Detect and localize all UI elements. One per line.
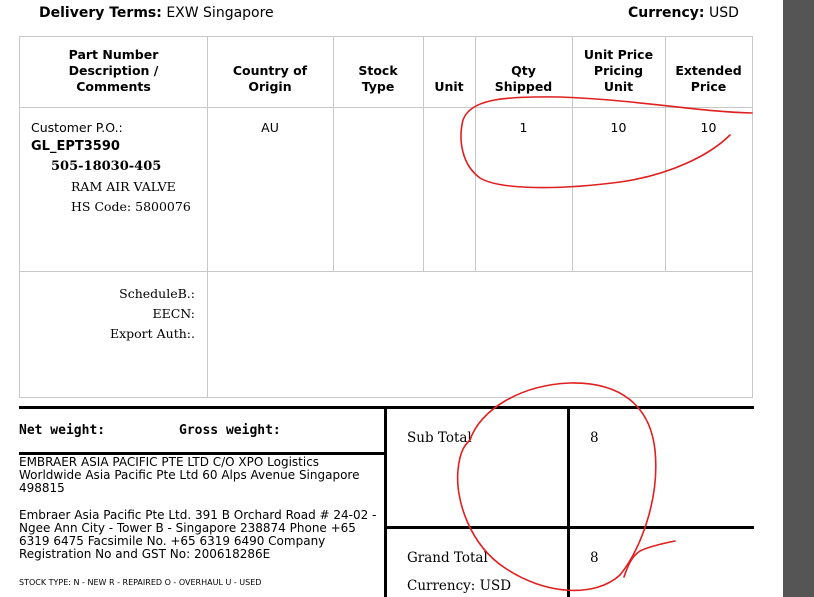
extended-price-value: 10 bbox=[700, 120, 717, 135]
company-address: Embraer Asia Pacific Pte Ltd. 391 B Orchard Road # 24-02 - Ngee Ann City - Tower B - Singapore 238874 Phone +65 6319 6475 Facsimile No. +65 6319 6490 Company Registration No and GST No: 200618286E bbox=[19, 508, 377, 561]
delivery-terms bbox=[39, 5, 274, 21]
export-auth-label: Export Auth:. bbox=[109, 326, 195, 341]
part-number: 505-18030-405 bbox=[51, 159, 162, 174]
grand-total-value: 8 bbox=[590, 550, 599, 566]
col-header-unit: Unit bbox=[434, 79, 464, 94]
hs-code: HS Code: 5800076 bbox=[71, 199, 191, 214]
subtotal-label: Sub Total bbox=[407, 430, 472, 446]
col-header-unit-price: Unit Price Pricing Unit bbox=[583, 47, 654, 94]
totals-currency: Currency: USD bbox=[407, 578, 512, 594]
consignee-address: EMBRAER ASIA PACIFIC PTE LTD C/O XPO Logistics Worldwide Asia Pacific Pte Ltd 60 Alps Avenue Singapore 498815 bbox=[19, 455, 360, 495]
col-header-stock-type: Stock Type bbox=[358, 63, 398, 94]
po-number: GL_EPT3590 bbox=[31, 139, 120, 154]
currency-label: Currency: bbox=[628, 5, 705, 21]
subtotal-value: 8 bbox=[590, 430, 599, 446]
qty-shipped-value: 1 bbox=[519, 120, 528, 135]
part-description: RAM AIR VALVE bbox=[71, 179, 176, 194]
viewer-scroll-gutter[interactable] bbox=[783, 0, 814, 597]
customer-po-label: Customer P.O.: bbox=[31, 120, 123, 135]
col-header-origin: Country of Origin bbox=[232, 63, 308, 94]
eecn-label: EECN: bbox=[152, 306, 195, 321]
col-header-extended-price: Extended Price bbox=[675, 63, 742, 94]
col-header-part: Part Number Description / Comments bbox=[68, 47, 159, 94]
grand-total-label: Grand Total bbox=[407, 550, 488, 566]
line-items-table bbox=[19, 36, 753, 398]
currency-value: USD bbox=[709, 5, 739, 21]
col-header-qty-shipped: Qty Shipped bbox=[494, 63, 553, 94]
country-of-origin-value: AU bbox=[261, 120, 279, 135]
gross-weight-label: Gross weight: bbox=[179, 423, 281, 438]
ink-stroke-grand-total bbox=[624, 541, 675, 577]
currency bbox=[628, 5, 739, 21]
unit-price-value: 10 bbox=[610, 120, 627, 135]
delivery-terms-label: Delivery Terms: bbox=[39, 5, 162, 21]
delivery-terms-value: EXW Singapore bbox=[166, 5, 274, 21]
stock-type-legend: STOCK TYPE: N - NEW R - REPAIRED O - OVERHAUL U - USED bbox=[19, 578, 262, 587]
net-weight-label: Net weight: bbox=[19, 423, 106, 438]
schedule-b-label: ScheduleB.: bbox=[119, 286, 195, 301]
